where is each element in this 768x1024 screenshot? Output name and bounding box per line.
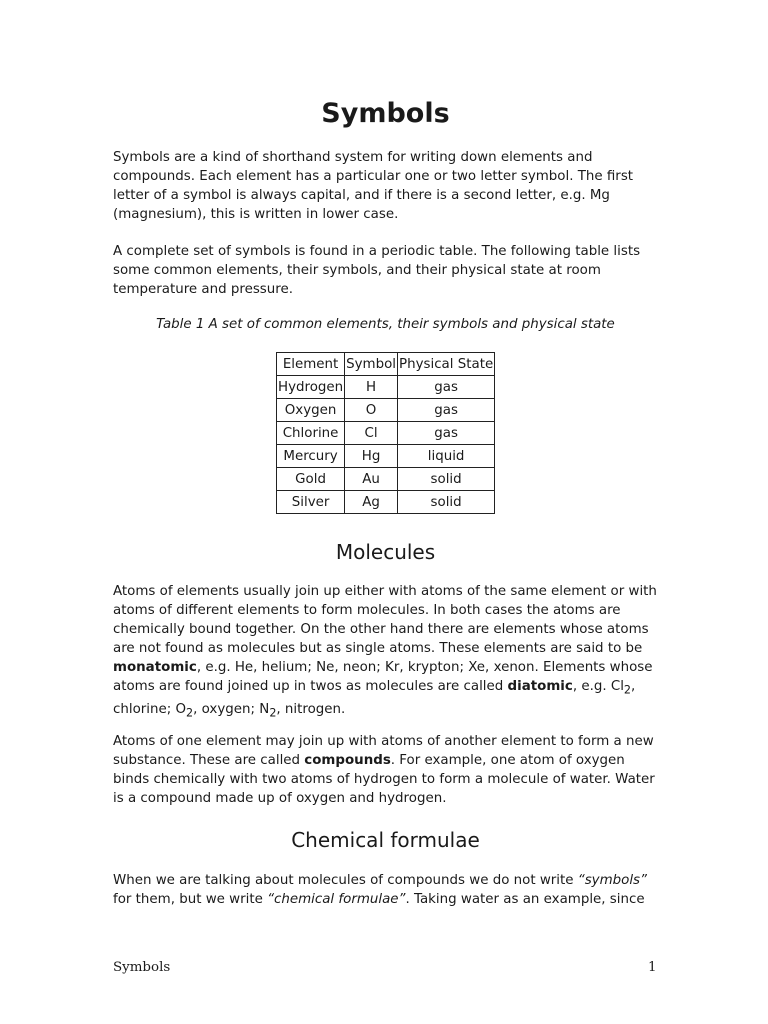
table-cell: gas [398, 422, 495, 445]
table-row [277, 422, 495, 445]
table-header-row [277, 353, 495, 376]
term-monatomic: monatomic [113, 660, 197, 675]
table-cell: Au [345, 468, 398, 491]
page-number: 1 [648, 960, 657, 975]
table-cell: liquid [398, 445, 495, 468]
table-cell: Hg [345, 445, 398, 468]
intro-paragraph-2: A complete set of symbols is found in a periodic table. The following table lists some common elements, their symbols, and their physical state at room temperature and pressure. [113, 244, 641, 297]
column-header-element: Element [277, 353, 345, 376]
formula-chlorine: $Cl_2$ [610, 679, 632, 697]
table-row [277, 376, 495, 399]
footer-title: Symbols [113, 960, 171, 975]
table-cell: gas [398, 399, 495, 422]
elements-table [276, 352, 495, 514]
table-caption: Table 1 A set of common elements, their symbols and physical state [156, 317, 615, 332]
table-row [277, 399, 495, 422]
table-row [277, 468, 495, 491]
table-cell: gas [398, 376, 495, 399]
table-cell: H [345, 376, 398, 399]
column-header-physical-state: Physical State [398, 353, 495, 376]
table-cell: Silver [277, 491, 345, 514]
molecules-heading: Molecules [335, 540, 436, 564]
table-cell: solid [398, 491, 495, 514]
table-cell: Chlorine [277, 422, 345, 445]
term-diatomic: diatomic [507, 679, 573, 694]
molecules-paragraph-1: Atoms of elements usually join up either with atoms of the same element or with atoms of different elements to form molecules. In both cases the atoms are chemically bound together. On the other hand there are elements whose atoms are not found as molecules but as single atoms. These elements are said to be monatomic, e.g. He, helium; Ne, neon; Kr, krypton; Xe, xenon. Elements whose atoms are found joined up in twos as molecules are called diatomic, e.g. $Cl_2$, chlorine; $O_2$, oxygen; $N_2$, nitrogen. [113, 584, 657, 720]
table-cell: Ag [345, 491, 398, 514]
formulae-paragraph: When we are talking about molecules of compounds we do not write “symbols” for them, but we write “chemical formulae”. Taking water as an example, since [113, 873, 647, 907]
table-cell: Cl [345, 422, 398, 445]
term-chemical-formulae: “chemical formulae” [267, 892, 406, 907]
molecules-paragraph-2: Atoms of one element may join up with atoms of another element to form a new substance. These are called compounds. For example, one atom of oxygen binds chemically with two atoms of hydrogen to form a molecule of water. Water is a compound made up of oxygen and hydrogen. [113, 734, 655, 806]
table-cell: Hydrogen [277, 376, 345, 399]
intro-paragraph-1: Symbols are a kind of shorthand system for writing down elements and compounds. Each element has a particular one or two letter symbol. The first letter of a symbol is always capital, and if there is a second letter, e.g. Mg (magnesium), this is written in lower case. [113, 150, 634, 222]
chemical-formulae-heading: Chemical formulae [291, 828, 480, 852]
table-cell: Mercury [277, 445, 345, 468]
table-cell: O [345, 399, 398, 422]
page-title: Symbols [321, 98, 450, 129]
term-compounds: compounds [304, 753, 391, 768]
formula-nitrogen: $N_2$ [259, 701, 277, 720]
table-row [277, 445, 495, 468]
table-cell: Oxygen [277, 399, 345, 422]
table-row [277, 491, 495, 514]
formula-oxygen: $O_2$ [175, 701, 194, 720]
column-header-symbol: Symbol [345, 353, 398, 376]
table-cell: Gold [277, 468, 345, 491]
table-cell: solid [398, 468, 495, 491]
term-symbols: “symbols” [577, 873, 647, 888]
